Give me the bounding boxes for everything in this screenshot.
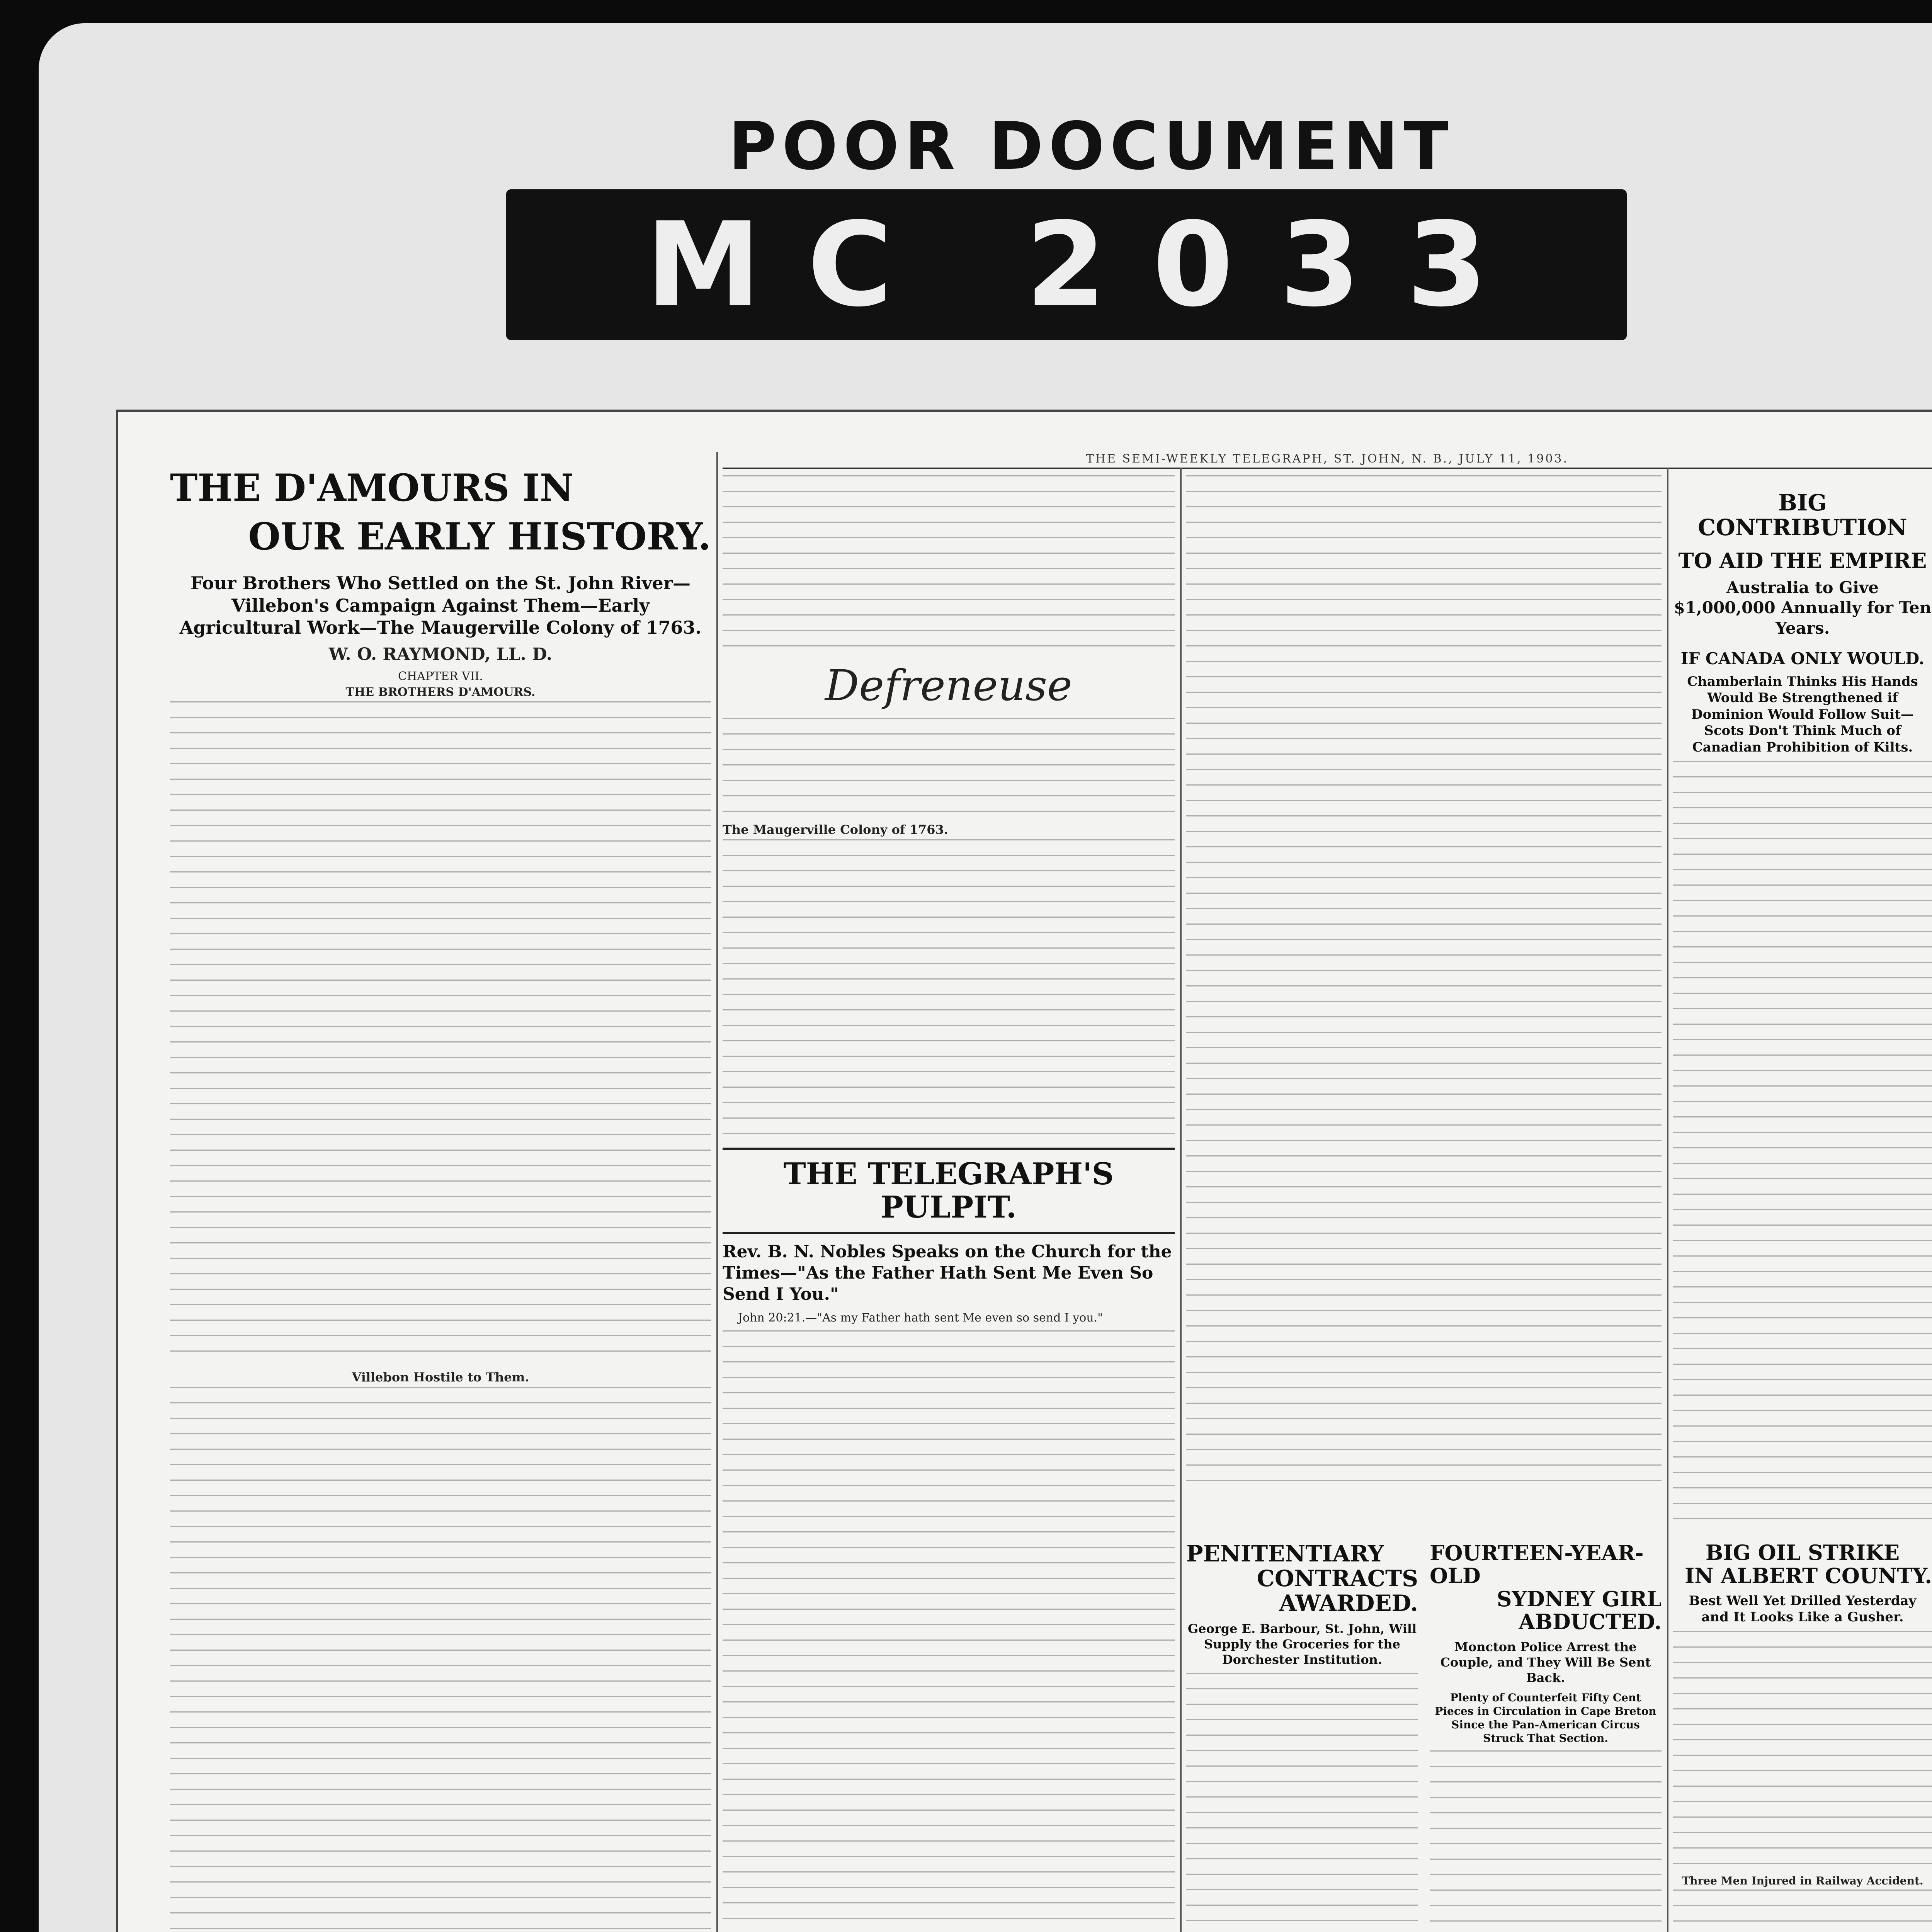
body-text-block xyxy=(1673,1631,1932,1871)
body-text-block xyxy=(723,475,1175,653)
oil-strike-title-2: IN ALBERT COUNTY. xyxy=(1684,1563,1932,1588)
section-heading: Three Men Injured in Railway Accident. xyxy=(1682,1874,1923,1887)
body-text-block xyxy=(1186,475,1662,1488)
article-title: THE D'AMOURS IN xyxy=(170,466,574,510)
sydney-title-2: SYDNEY GIRL ABDUCTED. xyxy=(1497,1586,1662,1634)
pulpit-title: THE TELEGRAPH'S PULPIT. xyxy=(783,1156,1114,1225)
article-subtitle: Four Brothers Who Settled on the St. John River—Villebon's Campaign Against Them—Early Agricultural Work—The Maugerville Colony of 1763. xyxy=(179,573,702,638)
body-text-block xyxy=(723,718,1175,818)
column-rule xyxy=(1180,468,1182,1932)
contribution-title: BIG CONTRIBUTION xyxy=(1698,490,1907,541)
chapter: CHAPTER VII. xyxy=(398,669,483,683)
body-text-block xyxy=(723,1330,1175,1932)
body-text-block xyxy=(723,839,1175,1141)
article-title-2: OUR EARLY HISTORY. xyxy=(248,514,711,558)
contribution-title-2: TO AID THE EMPIRE xyxy=(1678,548,1927,573)
film-code-label xyxy=(506,189,1627,340)
newspaper-page xyxy=(170,452,1932,1932)
section-heading: Villebon Hostile to Them. xyxy=(352,1369,529,1384)
body-text-block xyxy=(170,1387,711,1932)
column-right xyxy=(1673,475,1932,1932)
penitentiary-subtitle: George E. Barbour, St. John, Will Supply the Groceries for the Dorchester Institution. xyxy=(1187,1621,1417,1667)
penitentiary-title: PENITENTIARY xyxy=(1186,1541,1384,1567)
sydney-girl-article xyxy=(1430,1542,1662,1932)
sydney-title: FOURTEEN-YEAR-OLD xyxy=(1430,1541,1644,1588)
masthead: THE SEMI-WEEKLY TELEGRAPH, ST. JOHN, N. B., JULY 11, 1903. xyxy=(723,452,1932,469)
column-middle-left xyxy=(723,475,1175,1932)
poor-document-label: POOR DOCUMENT xyxy=(728,108,1454,185)
body-text-block xyxy=(1430,1750,1662,1932)
sydney-subtitle: Moncton Police Arrest the Couple, and They Will Be Sent Back. xyxy=(1440,1639,1651,1685)
body-text-block xyxy=(1673,761,1932,1526)
column-rule xyxy=(716,452,718,1932)
contribution-subtitle: Australia to Give $1,000,000 Annually for Ten Years. xyxy=(1673,578,1932,638)
byline: W. O. RAYMOND, LL. D. xyxy=(328,644,553,664)
penitentiary-article xyxy=(1186,1542,1418,1932)
pulpit-subtitle: Rev. B. N. Nobles Speaks on the Church for the Times—"As the Father Hath Sent Me Even So Send I You." xyxy=(723,1242,1172,1304)
column-rule xyxy=(1667,468,1668,1932)
pulpit-text-ref: John 20:21.—"As my Father hath sent Me even so send I you." xyxy=(738,1311,1103,1325)
body-text-block xyxy=(1673,1889,1932,1932)
film-code-text: MC 2033 xyxy=(645,197,1534,332)
sydney-subtitle-2: Plenty of Counterfeit Fifty Cent Pieces in Circulation in Cape Breton Since the Pan-American Circus Struck That Section. xyxy=(1435,1691,1656,1745)
pulpit-header xyxy=(723,1148,1175,1234)
oil-strike-subtitle: Best Well Yet Drilled Yesterday and It Looks Like a Gusher. xyxy=(1689,1593,1917,1625)
contribution-subtitle-2: Chamberlain Thinks His Hands Would Be Strengthened if Dominion Would Follow Suit—Scots Don't Think Much of Canadian Prohibition of Kilts. xyxy=(1687,673,1918,755)
section-heading: The Maugerville Colony of 1763. xyxy=(723,822,948,837)
chapter-title: THE BROTHERS D'AMOURS. xyxy=(345,685,536,699)
body-text-block xyxy=(1186,1673,1418,1932)
canada-heading: IF CANADA ONLY WOULD. xyxy=(1680,649,1925,668)
body-text-block xyxy=(170,701,711,1366)
signature: Defreneuse xyxy=(825,661,1073,710)
column-middle-right xyxy=(1186,475,1662,1745)
penitentiary-title-2: CONTRACTS AWARDED. xyxy=(1257,1565,1418,1616)
oil-strike-title: BIG OIL STRIKE xyxy=(1705,1540,1900,1565)
column-damours xyxy=(170,452,711,1932)
